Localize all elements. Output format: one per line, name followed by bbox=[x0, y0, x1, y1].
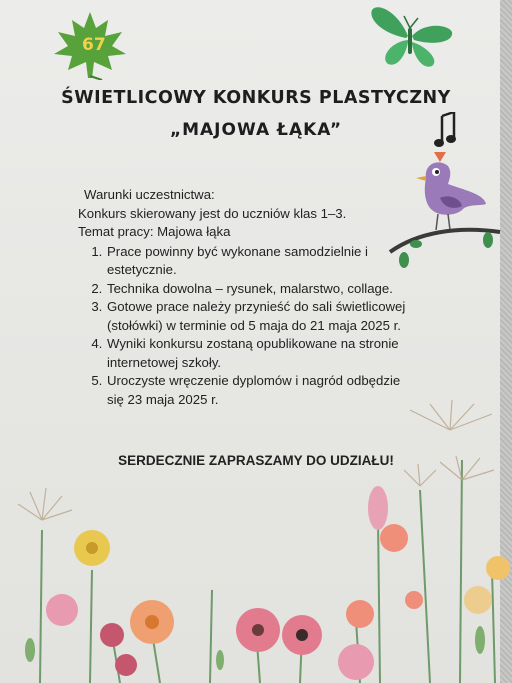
theme-text: Temat pracy: Majowa łąka bbox=[78, 224, 231, 239]
poster-subtitle: „MAJOWA ŁĄKA” bbox=[169, 120, 343, 140]
rule-item: 5. Uroczyste wręczenie dyplomów i nagród odbędzie się 23 maja 2025 r. bbox=[106, 372, 408, 409]
poster-body bbox=[78, 186, 408, 409]
meadow-flowers-illustration bbox=[0, 400, 512, 683]
poster-title: ŚWIETLICOWY KONKURS PLASTYCZNY bbox=[61, 88, 451, 108]
rules-list bbox=[78, 243, 408, 410]
rule-item: 3. Gotowe prace należy przynieść do sali świetlicowej (stołówki) w terminie od 5 maja do 21 maja 2025 r. bbox=[106, 298, 408, 335]
rule-item: 1. Prace powinny być wykonane samodzielnie i estetycznie. bbox=[106, 243, 408, 280]
conditions-label: Warunki uczestnictwa: bbox=[84, 187, 215, 202]
leaf-number: 67 bbox=[82, 35, 106, 55]
rule-item: 2. Technika dowolna – rysunek, malarstwo, collage. bbox=[106, 280, 408, 299]
rule-item: 4. Wyniki konkursu zostaną opublikowane na stronie internetowej szkoły. bbox=[106, 335, 408, 372]
invite-text: SERDECZNIE ZAPRASZAMY DO UDZIAŁU! bbox=[118, 453, 394, 468]
audience-text: Konkurs skierowany jest do uczniów klas 1–3. bbox=[78, 205, 347, 221]
butterfly-icon bbox=[368, 2, 454, 72]
